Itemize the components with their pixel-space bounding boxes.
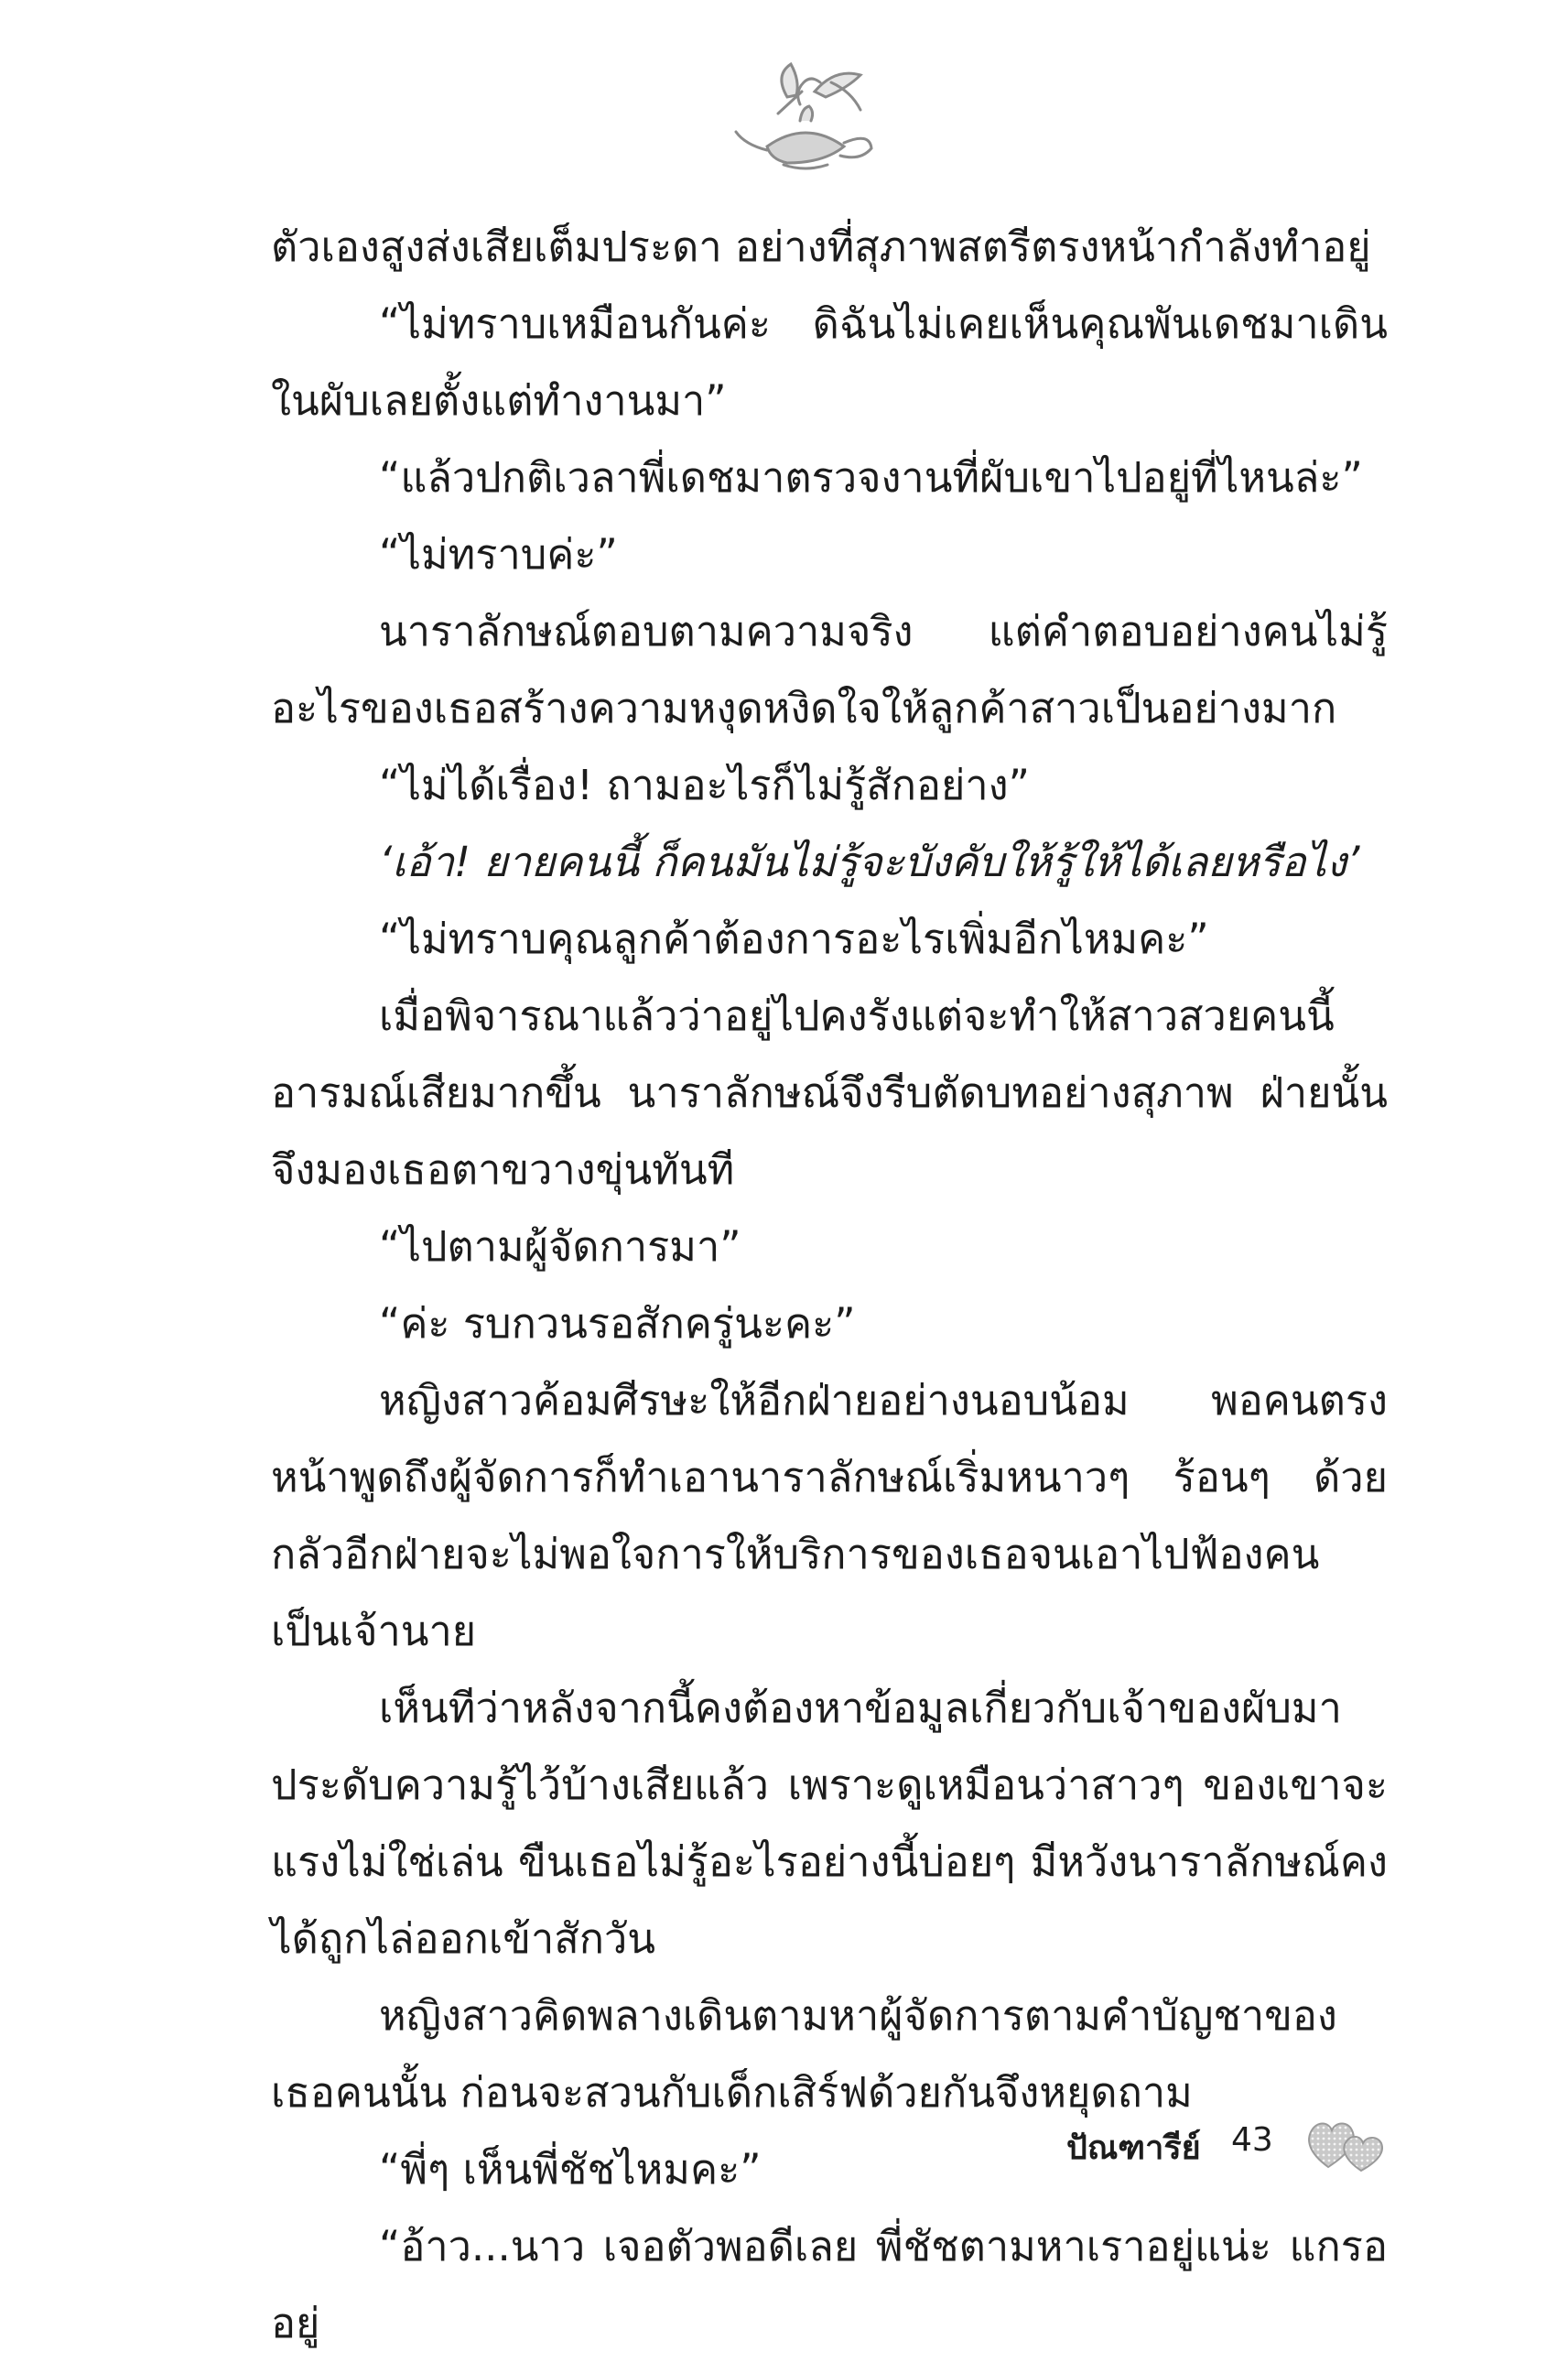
paragraph: หญิงสาวคิดพลางเดินตามหาผู้จัดการตามคำบัญชาของเธอคนนั้น ก่อนจะสวนกับเด็กเสิร์ฟด้วยกันจึงหยุดถาม xyxy=(271,1991,1337,2117)
paragraph: “อ้าว...นาว เจอตัวพอดีเลย พี่ชัชตามหาเราอยู่แน่ะ แกรออยู่ xyxy=(271,2222,1388,2347)
paragraph: “ค่ะ รบกวนรอสักครู่นะคะ” xyxy=(379,1299,856,1348)
cupid-teapot-ornament-icon xyxy=(723,55,888,174)
page-footer xyxy=(952,2110,1391,2183)
hearts-icon xyxy=(1304,2114,1389,2174)
paragraph: “ไม่ได้เรื่อง! ถามอะไรก็ไม่รู้สักอย่าง” xyxy=(379,761,1030,809)
paragraph: “แล้วปกติเวลาพี่เดชมาตรวจงานที่ผับเขาไปอยู่ที่ไหนล่ะ” xyxy=(379,453,1363,502)
paragraph: “พี่ๆ เห็นพี่ชัชไหมคะ” xyxy=(379,2145,762,2194)
chapter-body xyxy=(271,209,1388,2362)
thought-paragraph: ‘เอ้า! ยายคนนี้ ก็คนมันไม่รู้จะบังคับให้รู้ให้ได้เลยหรือไง’ xyxy=(379,838,1360,886)
paragraph: “ไม่ทราบค่ะ” xyxy=(379,530,618,579)
paragraph: หญิงสาวค้อมศีรษะให้อีกฝ่ายอย่างนอบน้อม พอคนตรงหน้าพูดถึงผู้จัดการก็ทำเอานาราลักษณ์เริ่มหนาวๆ ร้อนๆ ด้วยกลัวอีกฝ่ายจะไม่พอใจการให้บริการของเธอจนเอาไปฟ้องคนเป็นเจ้านาย xyxy=(271,1376,1388,1655)
paragraph: เมื่อพิจารณาแล้วว่าอยู่ไปคงรังแต่จะทำให้สาวสวยคนนี้อารมณ์เสียมากขึ้น นาราลักษณ์จึงรีบตัดบทอย่างสุภาพ ฝ่ายนั้นจึงมองเธอตาขวางขุ่นทันที xyxy=(271,991,1388,1194)
paragraph: ตัวเองสูงส่งเสียเต็มประดา อย่างที่สุภาพสตรีตรงหน้ากำลังทำอยู่ xyxy=(271,222,1371,271)
paragraph: “ไม่ทราบเหมือนกันค่ะ ดิฉันไม่เคยเห็นคุณพันเดชมาเดินในผับเลยตั้งแต่ทำงานมา” xyxy=(271,299,1388,425)
page-number: 43 xyxy=(1231,2121,1273,2159)
running-title: ปัณฑารีย์ xyxy=(1066,2129,1201,2167)
paragraph: เห็นทีว่าหลังจากนี้คงต้องหาข้อมูลเกี่ยวกับเจ้าของผับมาประดับความรู้ไว้บ้างเสียแล้ว เพราะดูเหมือนว่าสาวๆ ของเขาจะแรงไม่ใช่เล่น ขืนเธอไม่รู้อะไรอย่างนี้บ่อยๆ มีหวังนาราลักษณ์คงได้ถูกไล่ออกเข้าสักวัน xyxy=(271,1684,1388,1963)
paragraph: “ไม่ทราบคุณลูกค้าต้องการอะไรเพิ่มอีกไหมคะ” xyxy=(379,915,1209,963)
paragraph: “ไปตามผู้จัดการมา” xyxy=(379,1222,741,1271)
paragraph: นาราลักษณ์ตอบตามความจริง แต่คำตอบอย่างคนไม่รู้อะไรของเธอสร้างความหงุดหงิดใจให้ลูกค้าสาวเป็นอย่างมาก xyxy=(271,607,1388,732)
